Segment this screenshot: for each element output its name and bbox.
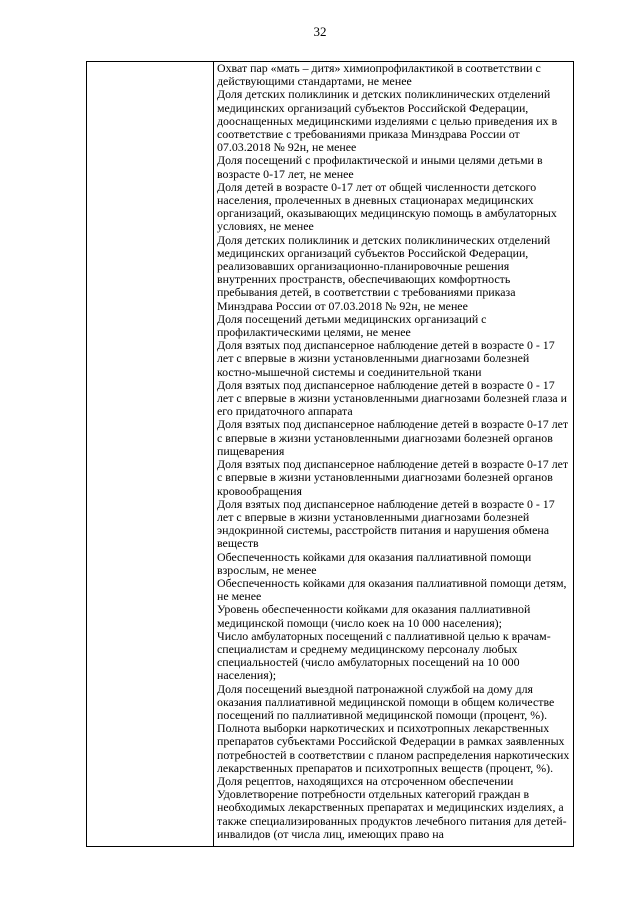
indicator-item: Доля взятых под диспансерное наблюдение детей в возрасте 0 - 17 лет с впервые в жизни установленными диагнозами болезней эндокринной системы, расстройств питания и нарушения обмена веществ (217, 496, 555, 551)
indicator-item: Доля детских поликлиник и детских поликлинических отделений медицинских организаций субъектов Российской Федерации, реализовавших организационно-планировочные решения внутренних пространств, обеспечивающих комфортность пребывания детей, в соответствии с требованиями приказа Минздрава России от 07.03.2018 № 92н, не менее (217, 232, 551, 313)
indicator-item: Доля посещений детьми медицинских организаций с профилактическими целями, не менее (217, 311, 487, 340)
indicator-item: Доля детских поликлиник и детских поликлинических отделений медицинских организаций субъектов Российской Федерации, дооснащенных медицинскими изделиями с целью приведения их в соответствие с требованиями приказа Минздрава России от 07.03.2018 № 92н, не менее (217, 87, 558, 155)
indicator-item: Доля взятых под диспансерное наблюдение детей в возрасте 0-17 лет с впервые в жизни установленными диагнозами болезней органов кровообращения (217, 457, 569, 498)
indicator-item: Число амбулаторных посещений с паллиативной целью к врачам-специалистам и среднему медицинскому персоналу любых специальностей (число амбулаторных посещений на 10 000 населения); (217, 628, 551, 683)
indicator-item: Доля рецептов, находящихся на отсроченном обеспечении (217, 773, 514, 788)
indicator-item: Доля посещений с профилактической и иными целями детьми в возрасте 0-17 лет, не менее (217, 153, 543, 181)
indicator-item: Доля посещений выездной патронажной службой на дому для оказания паллиативной медицинской помощи в общем количестве посещений по паллиативной медицинской помощи (процент, %). (217, 681, 555, 722)
indicators-cell (214, 62, 574, 847)
indicator-item: Доля взятых под диспансерное наблюдение детей в возрасте 0 - 17 лет с впервые в жизни установленными диагнозами болезней костно-мышечной системы и соединительной ткани (217, 338, 555, 379)
indicator-item: Обеспеченность койками для оказания паллиативной помощи детям, не менее (217, 575, 567, 604)
table-row (87, 62, 574, 847)
indicator-item: Обеспеченность койками для оказания паллиативной помощи взрослым, не менее (217, 549, 532, 577)
indicator-item: Доля детей в возрасте 0-17 лет от общей численности детского населения, пролеченных в дневных стационарах медицинских организаций, оказывающих медицинскую помощь в амбулаторных условиях, не менее (217, 179, 557, 234)
indicator-item: Полнота выборки наркотических и психотропных лекарственных препаратов субъектами Российской Федерации в рамках заявленных потребностей в соответствии с планом распределения наркотических лекарственных препаратов и психотропных веществ (процент, %). (217, 721, 570, 775)
indicator-item: Доля взятых под диспансерное наблюдение детей в возрасте 0 - 17 лет с впервые в жизни установленными диагнозами болезней глаза и его придаточного аппарата (217, 377, 568, 419)
indicator-item: Охват пар «мать – дитя» химиопрофилактикой в соответствии с действующими стандартами, не менее (217, 62, 541, 89)
empty-left-cell (87, 62, 214, 847)
indicator-item: Доля взятых под диспансерное наблюдение детей в возрасте 0-17 лет с впервые в жизни установленными диагнозами болезней органов пищеварения (217, 417, 569, 458)
indicator-item: Уровень обеспеченности койками для оказания паллиативной медицинской помощи (число коек на 10 000 населения); (217, 602, 531, 630)
page-number: 32 (313, 24, 327, 39)
indicator-item: Удовлетворение потребности отдельных категорий граждан в необходимых лекарственных препаратах и медицинских изделиях, а также специализированных продуктов лечебного питания для детей-инвалидов (от числа лиц, имеющих право на (217, 787, 567, 841)
indicators-table (86, 61, 574, 847)
indicator-list (217, 62, 570, 846)
